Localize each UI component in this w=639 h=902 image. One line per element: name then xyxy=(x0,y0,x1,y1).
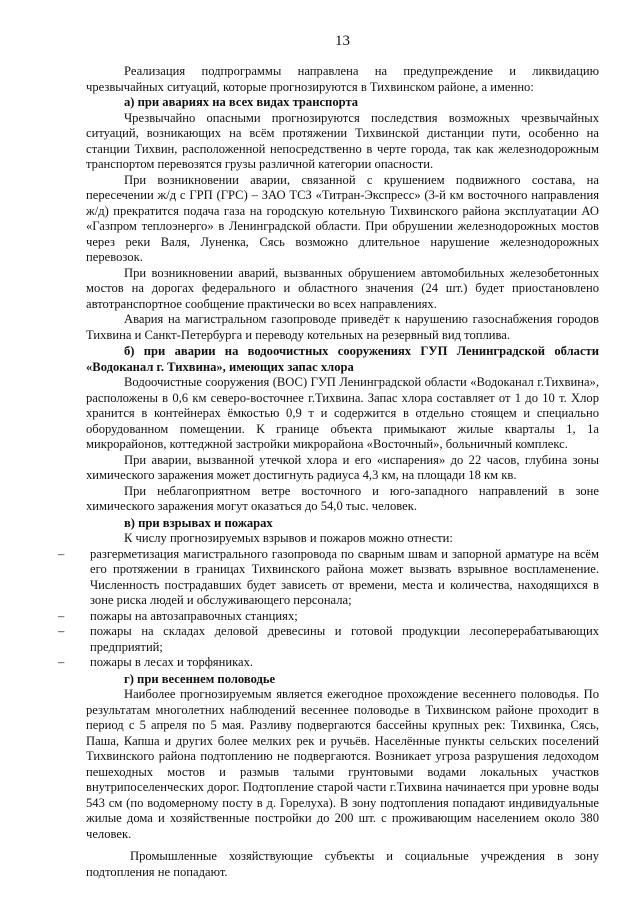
list-item xyxy=(58,546,599,609)
list-dash: – xyxy=(58,624,65,638)
section-b-paragraph: Водоочистные сооружения (ВОС) ГУП Ленинградской области «Водоканал г.Тихвина», расположены в 0,6 км северо-восточнее г.Тихвина. Запас хлора составляет от 1 до 10 т. Хлор хранится в контейнерах ёмкостью 0,9 т и содержится в отдельно стоящем и специально оборудованном помещении. К границе объекта примыкают жилые кварталы 1, 1а микрорайонов, коттеджной застройки микрорайона «Восточный», больничный комплекс. xyxy=(86,375,599,451)
list-item xyxy=(58,608,599,625)
section-c-heading: в) при взрывах и пожарах xyxy=(124,515,273,530)
section-b-paragraph: При неблагоприятном ветре восточного и юго-западного направлений в зоне химического заражения могут оказаться до 54,0 тыс. человек. xyxy=(86,483,599,513)
list-item xyxy=(58,624,599,655)
section-d-paragraph: Наиболее прогнозируемым является ежегодное прохождение весеннего половодья. По результатам многолетних наблюдений весеннее половодье в Тихвинском районе проходит в период с 5 апреля по 5 мая. Разливу подвергаются бассейны крупных рек: Тихвинка, Сясь, Паша, Капша и других более мелких рек и ручьёв. Населённые пункты сельских поселений Тихвинского района подтоплению не подвергаются. Возникает угроза разрушения ледоходом пешеходных мостов и размыв талыми грунтовыми водами локальных участков внутрипоселенческих дорог. Подтопление старой части г.Тихвина начинается при уровне воды 543 см (по водомерному посту в д. Горелуха). В зону подтопления попадают индивидуальные жилые дома и хозяйственные постройки до 200 шт. с проживающим населением около 380 человек. xyxy=(86,687,599,841)
list-dash: – xyxy=(58,546,65,561)
section-a-paragraph: Авария на магистральном газопроводе приведёт к нарушению газоснабжения городов Тихвина и Санкт-Петербурга и переводу котельных на резервный вид топлива. xyxy=(86,312,599,342)
list-item-text: пожары на складах деловой древесины и готовой продукции лесоперерабатывающих предприятий; xyxy=(90,624,599,654)
closing-paragraph: Промышленные хозяйствующие субъекты и социальные учреждения в зону подтопления не попадают. xyxy=(86,849,599,879)
list-item-text: пожары в лесах и торфяниках. xyxy=(90,655,254,669)
section-c-lead: К числу прогнозируемых взрывов и пожаров можно отнести: xyxy=(124,531,453,545)
section-a-paragraph: При возникновении аварий, вызванных обрушением автомобильных железобетонных мостов на дорогах федерального и областного значения (24 шт.) будет приостановлено автотранспортное сообщение практически во всех направлениях. xyxy=(86,265,599,311)
intro-paragraph: Реализация подпрограммы направлена на предупреждение и ликвидацию чрезвычайных ситуаций, которые прогнозируются в Тихвинском районе, а именно: xyxy=(86,64,599,94)
list-item xyxy=(58,655,599,671)
section-a-paragraph: Чрезвычайно опасными прогнозируются последствия возможных чрезвычайных ситуаций, возникающих на всём протяжении Тихвинской дистанции пути, особенно на станции Тихвин, расположенной непосредственно в черте города, так как железнодорожным транспортом перевозятся грузы различной категории опасности. xyxy=(86,110,599,171)
section-b-heading: б) при аварии на водоочистных сооружениях ГУП Ленинградской области «Водоканал г. Тихвина», имеющих запас хлора xyxy=(86,344,599,374)
section-d-heading: г) при весеннем половодье xyxy=(124,671,276,686)
page-number: 13 xyxy=(335,33,350,49)
hazard-list xyxy=(58,546,599,671)
list-dash: – xyxy=(58,608,65,623)
section-a-heading: а) при авариях на всех видах транспорта xyxy=(124,95,359,109)
section-a-paragraph: При возникновении аварии, связанной с крушением подвижного состава, на пересечении ж/д с ГРП (ГРС) – ЗАО ТСЗ «Титран-Экспресс» (3-й км восточного направления ж/д) прекратится подача газа на городскую котельную Тихвинского района эксплуатации АО «Газпром теплоэнерго» в Ленинградской области. При обрушении железнодорожных мостов через реки Валя, Луненка, Сясь возможно длительное нарушение железнодорожных перевозок. xyxy=(86,172,599,264)
list-item-text: разгерметизация магистрального газопровода по сварным швам и запорной арматуре на всём его протяжении в границах Тихвинского района может вызвать взрывное воспламенение. Численность пострадавших будет зависеть от времени, места и количества, находящихся в зоне риска людей и обслуживающего персонала; xyxy=(90,546,599,607)
list-item-text: пожары на автозаправочных станциях; xyxy=(90,608,298,623)
list-dash: – xyxy=(58,655,65,669)
section-b-paragraph: При аварии, вызванной утечкой хлора и его «испарения» до 22 часов, глубина зоны химического заражения может достигнуть радиуса 4,3 км, на площади 18 км кв. xyxy=(86,452,599,482)
